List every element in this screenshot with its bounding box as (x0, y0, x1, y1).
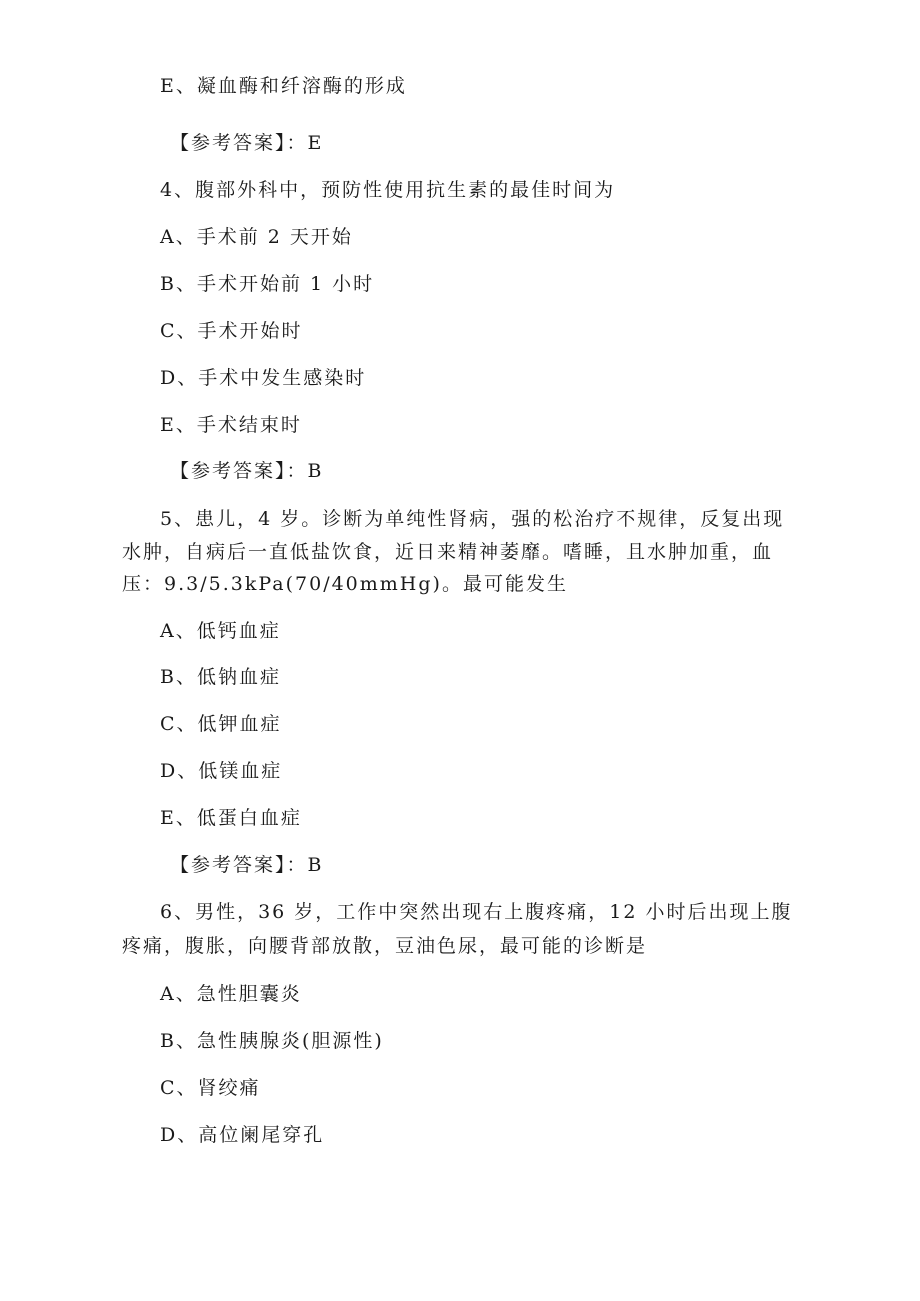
question-5-stem-line-1: 5、患儿，4 岁。诊断为单纯性肾病，强的松治疗不规律，反复出现 (160, 508, 785, 530)
question-4-option-e: E、手术结束时 (160, 414, 302, 436)
question-5-answer: 【参考答案】：B (170, 854, 324, 876)
question-5-option-b: B、低钠血症 (160, 666, 281, 688)
question-4-stem: 4、腹部外科中，预防性使用抗生素的最佳时间为 (160, 179, 616, 201)
question-5-stem-line-3: 压：9.3/5.3kPa(70/40mmHg)。最可能发生 (122, 573, 568, 595)
question-5-option-a: A、低钙血症 (160, 620, 281, 642)
question-6-option-b: B、急性胰腺炎(胆源性) (160, 1030, 384, 1052)
question-6-stem-line-2: 疼痛，腹胀，向腰背部放散，豆油色尿，最可能的诊断是 (122, 935, 648, 957)
question-5-stem-line-2: 水肿，自病后一直低盐饮食，近日来精神萎靡。嗜睡，且水肿加重，血 (122, 541, 774, 563)
question-4-answer: 【参考答案】：B (170, 460, 324, 482)
question-6-option-a: A、急性胆囊炎 (160, 983, 302, 1005)
question-4-option-a: A、手术前 2 天开始 (160, 226, 353, 248)
prev-answer: 【参考答案】：E (170, 132, 324, 154)
question-5-option-c: C、低钾血症 (160, 713, 282, 735)
question-5-option-d: D、低镁血症 (160, 760, 283, 782)
prev-option-e: E、凝血酶和纤溶酶的形成 (160, 75, 407, 97)
question-6-option-d: D、高位阑尾穿孔 (160, 1124, 325, 1146)
question-4-option-c: C、手术开始时 (160, 320, 303, 342)
question-4-option-d: D、手术中发生感染时 (160, 367, 367, 389)
question-4-option-b: B、手术开始前 1 小时 (160, 273, 375, 295)
question-6-stem-line-1: 6、男性，36 岁，工作中突然出现右上腹疼痛，12 小时后出现上腹 (160, 901, 793, 923)
question-6-option-c: C、肾绞痛 (160, 1077, 261, 1099)
question-5-option-e: E、低蛋白血症 (160, 807, 302, 829)
